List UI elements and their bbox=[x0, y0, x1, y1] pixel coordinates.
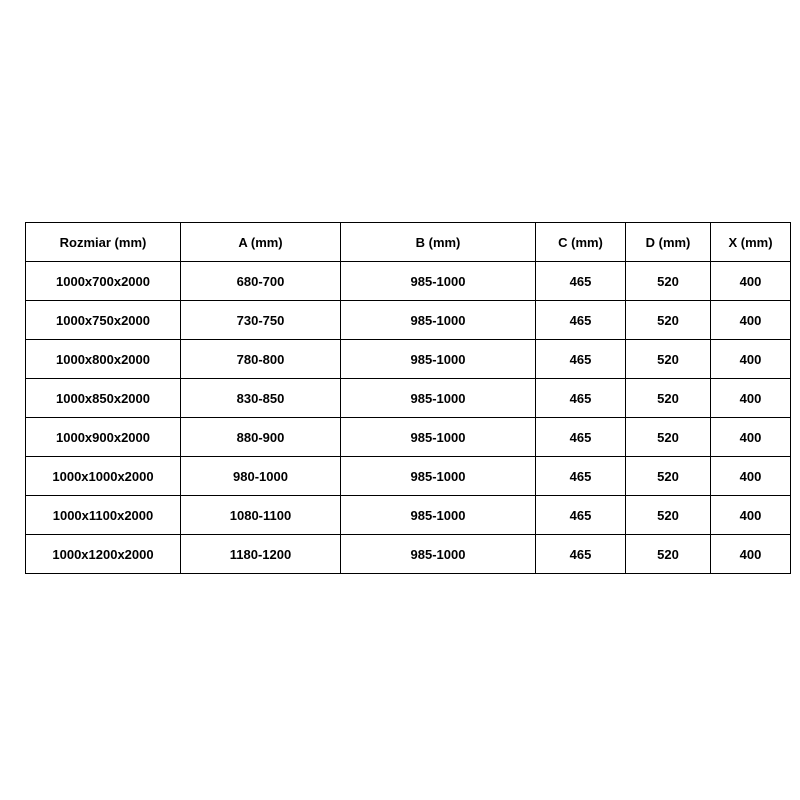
cell-b: 985-1000 bbox=[341, 418, 536, 457]
column-header-d: D (mm) bbox=[626, 223, 711, 262]
cell-c: 465 bbox=[536, 301, 626, 340]
table-row bbox=[26, 535, 791, 574]
cell-c: 465 bbox=[536, 340, 626, 379]
cell-c: 465 bbox=[536, 379, 626, 418]
dimensions-table bbox=[25, 222, 791, 574]
cell-x: 400 bbox=[711, 379, 791, 418]
cell-c: 465 bbox=[536, 457, 626, 496]
spec-table-container bbox=[25, 222, 775, 574]
cell-x: 400 bbox=[711, 340, 791, 379]
table-row bbox=[26, 496, 791, 535]
table-row bbox=[26, 262, 791, 301]
cell-a: 980-1000 bbox=[181, 457, 341, 496]
cell-size: 1000x750x2000 bbox=[26, 301, 181, 340]
cell-size: 1000x900x2000 bbox=[26, 418, 181, 457]
cell-size: 1000x700x2000 bbox=[26, 262, 181, 301]
cell-b: 985-1000 bbox=[341, 301, 536, 340]
cell-c: 465 bbox=[536, 496, 626, 535]
cell-a: 730-750 bbox=[181, 301, 341, 340]
cell-size: 1000x1000x2000 bbox=[26, 457, 181, 496]
table-row bbox=[26, 457, 791, 496]
cell-b: 985-1000 bbox=[341, 457, 536, 496]
cell-d: 520 bbox=[626, 301, 711, 340]
cell-d: 520 bbox=[626, 535, 711, 574]
table-row bbox=[26, 418, 791, 457]
cell-c: 465 bbox=[536, 262, 626, 301]
cell-a: 830-850 bbox=[181, 379, 341, 418]
cell-c: 465 bbox=[536, 535, 626, 574]
table-row bbox=[26, 379, 791, 418]
cell-size: 1000x850x2000 bbox=[26, 379, 181, 418]
cell-a: 880-900 bbox=[181, 418, 341, 457]
cell-d: 520 bbox=[626, 379, 711, 418]
cell-d: 520 bbox=[626, 262, 711, 301]
column-header-rozmiar: Rozmiar (mm) bbox=[26, 223, 181, 262]
cell-size: 1000x1200x2000 bbox=[26, 535, 181, 574]
cell-x: 400 bbox=[711, 496, 791, 535]
cell-d: 520 bbox=[626, 340, 711, 379]
cell-d: 520 bbox=[626, 418, 711, 457]
cell-a: 780-800 bbox=[181, 340, 341, 379]
column-header-a: A (mm) bbox=[181, 223, 341, 262]
cell-a: 680-700 bbox=[181, 262, 341, 301]
cell-b: 985-1000 bbox=[341, 535, 536, 574]
cell-x: 400 bbox=[711, 418, 791, 457]
table-header bbox=[26, 223, 791, 262]
cell-a: 1080-1100 bbox=[181, 496, 341, 535]
cell-c: 465 bbox=[536, 418, 626, 457]
table-body bbox=[26, 262, 791, 574]
table-header-row bbox=[26, 223, 791, 262]
cell-x: 400 bbox=[711, 535, 791, 574]
cell-d: 520 bbox=[626, 496, 711, 535]
cell-d: 520 bbox=[626, 457, 711, 496]
cell-b: 985-1000 bbox=[341, 379, 536, 418]
table-row bbox=[26, 301, 791, 340]
cell-b: 985-1000 bbox=[341, 340, 536, 379]
cell-x: 400 bbox=[711, 457, 791, 496]
cell-b: 985-1000 bbox=[341, 262, 536, 301]
column-header-c: C (mm) bbox=[536, 223, 626, 262]
cell-x: 400 bbox=[711, 301, 791, 340]
cell-a: 1180-1200 bbox=[181, 535, 341, 574]
cell-x: 400 bbox=[711, 262, 791, 301]
cell-b: 985-1000 bbox=[341, 496, 536, 535]
column-header-b: B (mm) bbox=[341, 223, 536, 262]
cell-size: 1000x1100x2000 bbox=[26, 496, 181, 535]
column-header-x: X (mm) bbox=[711, 223, 791, 262]
cell-size: 1000x800x2000 bbox=[26, 340, 181, 379]
table-row bbox=[26, 340, 791, 379]
